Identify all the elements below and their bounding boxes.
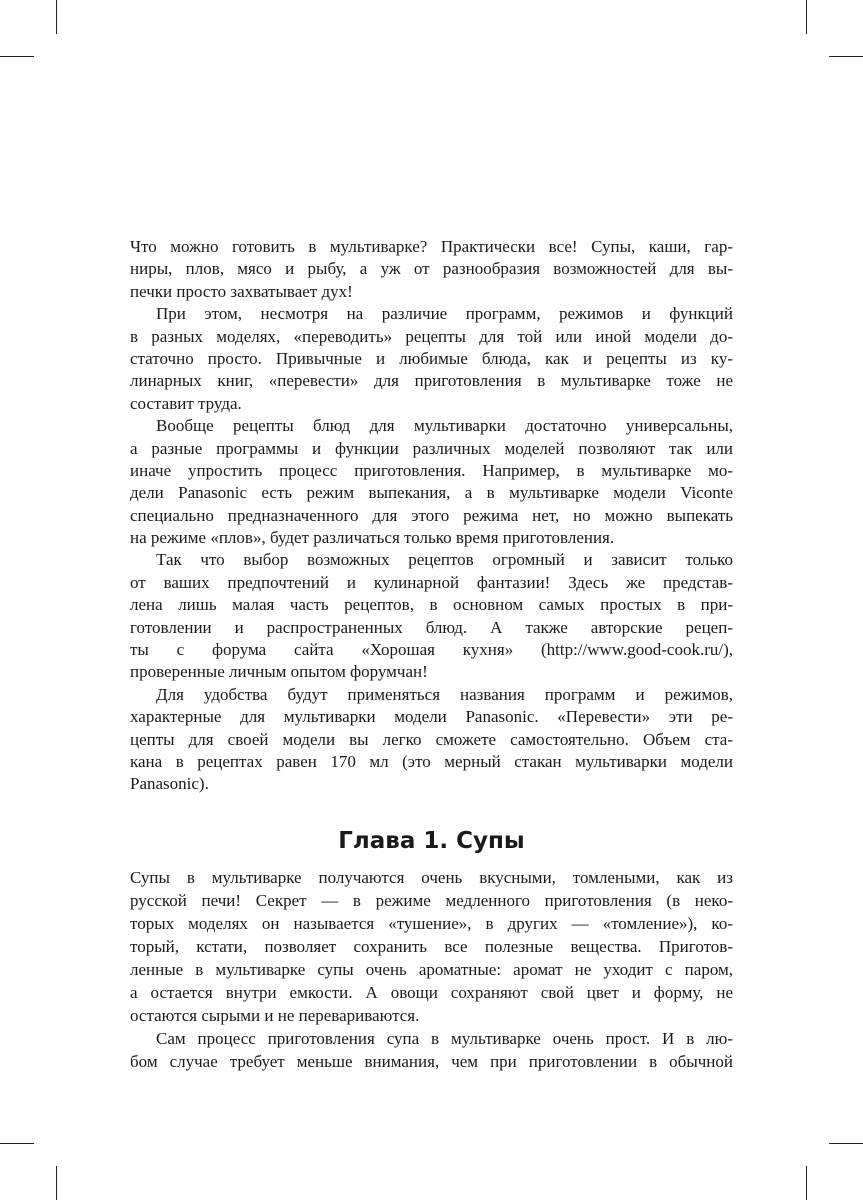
crop-mark — [806, 1166, 807, 1200]
text-line: Для удобства будут применяться названия программ и режимов, — [156, 684, 733, 704]
text-line: а разные программы и функции различных моделей позволяют так или — [130, 438, 733, 458]
text-line: При этом, несмотря на различие программ, режимов и функций — [156, 304, 733, 324]
text-line: составит труда. — [130, 393, 242, 413]
text-line: готовлении и распространенных блюд. А также авторские рецеп- — [130, 617, 733, 637]
crop-mark — [829, 56, 863, 57]
crop-mark — [56, 1166, 57, 1200]
text-line: дели Panasonic есть режим выпекания, а в мультиварке модели Viconte — [130, 483, 733, 503]
text-line: Вообще рецепты блюд для мультиварки достаточно универсальны, — [156, 416, 733, 436]
text-line: торых моделях он называется «тушение», в других — «томление»), ко- — [130, 914, 733, 933]
text-line: Так что выбор возможных рецептов огромный и зависит только — [156, 550, 733, 570]
crop-mark — [0, 56, 34, 57]
text-line: ниры, плов, мясо и рыбу, а уж от разнообразия возможностей для вы- — [130, 259, 733, 279]
paragraph — [130, 415, 733, 549]
text-line: остаются сырыми и не перевариваются. — [130, 1006, 420, 1025]
text-line: ты с форума сайта «Хорошая кухня» (http://www.good-cook.ru/), — [130, 640, 733, 660]
crop-mark — [56, 0, 57, 34]
chapter-text — [130, 866, 733, 1073]
intro-text — [130, 236, 733, 796]
text-line: кана в рецептах равен 170 мл (это мерный стакан мультиварки модели — [130, 751, 733, 771]
text-line: от ваших предпочтений и кулинарной фантазии! Здесь же представ- — [130, 572, 733, 592]
text-line: торый, кстати, позволяет сохранить все полезные вещества. Приготов- — [130, 937, 733, 956]
text-line: Что можно готовить в мультиварке? Практически все! Супы, каши, гар- — [130, 237, 733, 256]
crop-mark — [806, 0, 807, 34]
crop-mark — [0, 1143, 34, 1144]
paragraph — [130, 684, 733, 796]
text-line: Сам процесс приготовления супа в мультиварке очень прост. И в лю- — [156, 1029, 733, 1048]
text-line: в разных моделях, «переводить» рецепты для той или иной модели до- — [130, 326, 733, 346]
text-line: Супы в мультиварке получаются очень вкусными, томлеными, как из — [130, 868, 733, 887]
paragraph — [130, 303, 733, 415]
text-line: Panasonic). — [130, 774, 209, 794]
paragraph — [130, 1027, 733, 1073]
text-line: специально предназначенного для этого режима нет, но можно выпекать — [130, 505, 733, 525]
text-line: статочно просто. Привычные и любимые блюда, как и рецепты из ку- — [130, 348, 733, 368]
text-line: характерные для мультиварки модели Panasonic. «Перевести» эти ре- — [130, 707, 733, 727]
text-line: печки просто захватывает дух! — [130, 281, 353, 301]
text-line: а остается внутри емкости. А овощи сохраняют свой цвет и форму, не — [130, 983, 733, 1002]
text-line: линарных книг, «перевести» для приготовления в мультиварке тоже не — [130, 371, 733, 391]
paragraph — [130, 236, 733, 303]
text-line: на режиме «плов», будет различаться только время приготовления. — [130, 528, 615, 548]
text-line: лена лишь малая часть рецептов, в основном самых простых в при- — [130, 595, 733, 615]
crop-mark — [829, 1143, 863, 1144]
paragraph — [130, 866, 733, 1027]
text-line: проверенные личным опытом форумчан! — [130, 662, 428, 682]
text-line: бом случае требует меньше внимания, чем при приготовлении в обычной — [130, 1052, 733, 1071]
text-line: ленные в мультиварке супы очень ароматные: аромат не уходит с паром, — [130, 960, 733, 979]
text-line: русской печи! Секрет — в режиме медленного приготовления (в неко- — [130, 891, 733, 910]
paragraph — [130, 549, 733, 683]
text-line: цепты для своей модели вы легко сможете самостоятельно. Объем ста- — [130, 729, 733, 749]
chapter-heading: Глава 1. Супы — [338, 828, 525, 854]
text-line: иначе упростить процесс приготовления. Например, в мультиварке мо- — [130, 460, 733, 480]
